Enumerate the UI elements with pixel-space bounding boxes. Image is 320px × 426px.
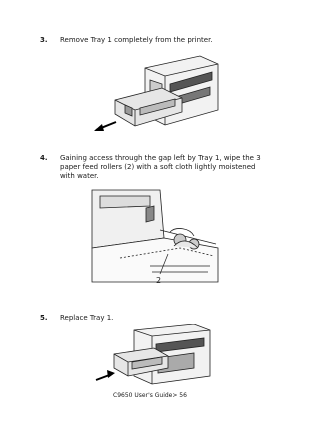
illustration-wipe-rollers [90,186,220,286]
step-number: 4. [40,154,48,162]
step-number: 3. [40,36,48,44]
illustration-replace-tray [94,324,212,386]
step-number: 5. [40,314,48,322]
step-text: Gaining access through the gap left by Tray 1, wipe the 3 paper feed rollers (2) with a soft cloth lightly moistened with water. [60,154,261,180]
step-text: Remove Tray 1 completely from the printer. [60,36,213,44]
callout-number: 2 [156,276,162,285]
step-text: Replace Tray 1. [60,314,114,322]
page-footer: C9650 User's Guide> 56 [113,392,187,399]
illustration-remove-tray [90,50,220,140]
